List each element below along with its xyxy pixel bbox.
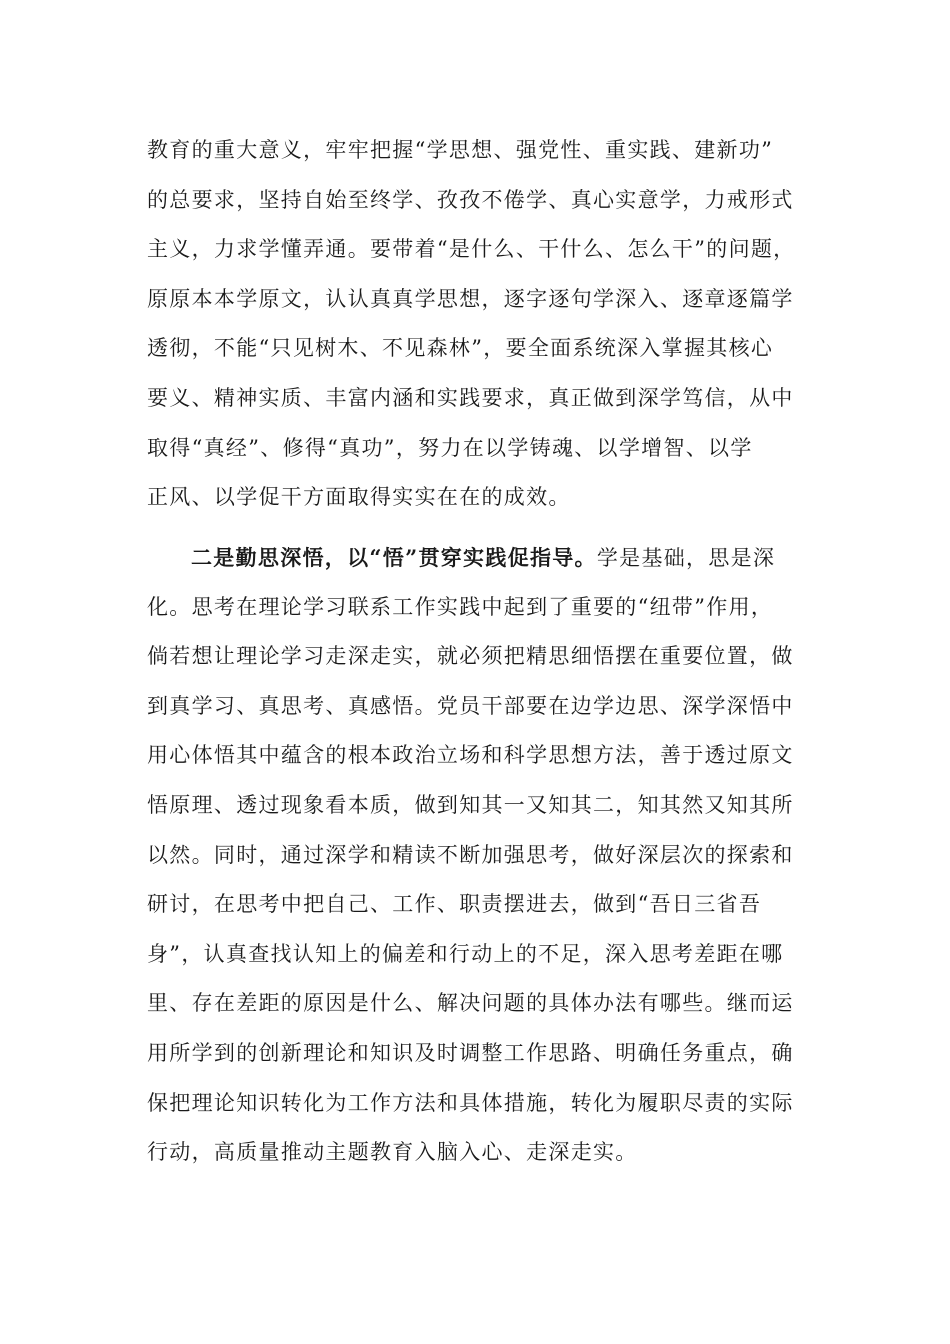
text-line: 身”，认真查找认知上的偏差和行动上的不足，深入思考差距在哪 — [147, 941, 784, 966]
paragraph-lead-text: 学是基础，思是深 — [596, 546, 776, 570]
text-line: 里、存在差距的原因是什么、解决问题的具体办法有哪些。继而运 — [147, 991, 794, 1016]
paragraph-reflect — [147, 533, 807, 1178]
text-line: 透彻，不能“只见树木、不见森林”，要全面系统深入掌握其核心 — [147, 336, 774, 361]
text-line: 行动，高质量推动主题教育入脑入心、走深走实。 — [147, 1140, 638, 1165]
text-line: 用心体悟其中蕴含的根本政治立场和科学思想方法，善于透过原文 — [147, 743, 794, 768]
text-line: 取得“真经”、修得“真功”，努力在以学铸魂、以学增智、以学 — [147, 435, 753, 460]
text-line: 主义，力求学懂弄通。要带着“是什么、干什么、怎么干”的问题， — [147, 237, 796, 262]
text-line: 用所学到的创新理论和知识及时调整工作思路、明确任务重点，确 — [147, 1040, 794, 1065]
text-line: 悟原理、透过现象看本质，做到知其一又知其二，知其然又知其所 — [147, 792, 794, 817]
text-line: 研讨，在思考中把自己、工作、职责摆进去，做到“吾日三省吾 — [147, 892, 762, 917]
paragraph-heading: 二是勤思深悟，以“悟”贯穿实践促指导。 — [191, 545, 597, 570]
text-line: 正风、以学促干方面取得实实在在的成效。 — [147, 485, 571, 510]
paragraph-study — [147, 126, 807, 523]
text-line: 到真学习、真思考、真感悟。党员干部要在边学边思、深学深悟中 — [147, 693, 794, 718]
text-line: 以然。同时，通过深学和精读不断加强思考，做好深层次的探索和 — [147, 842, 794, 867]
text-line: 保把理论知识转化为工作方法和具体措施，转化为履职尽责的实际 — [147, 1090, 794, 1115]
text-line: 要义、精神实质、丰富内涵和实践要求，真正做到深学笃信，从中 — [147, 385, 794, 410]
paragraph-first-line — [147, 533, 807, 583]
text-line: 原原本本学原文，认认真真学思想，逐字逐句学深入、逐章逐篇学 — [147, 286, 794, 311]
text-line: 的总要求，坚持自始至终学、孜孜不倦学、真心实意学，力戒形式 — [147, 187, 794, 212]
text-line: 教育的重大意义，牢牢把握“学思想、强党性、重实践、建新功” — [147, 138, 774, 162]
text-line: 倘若想让理论学习走深走实，就必须把精思细悟摆在重要位置，做 — [147, 644, 794, 669]
text-line: 化。思考在理论学习联系工作实践中起到了重要的“纽带”作用， — [147, 594, 774, 619]
